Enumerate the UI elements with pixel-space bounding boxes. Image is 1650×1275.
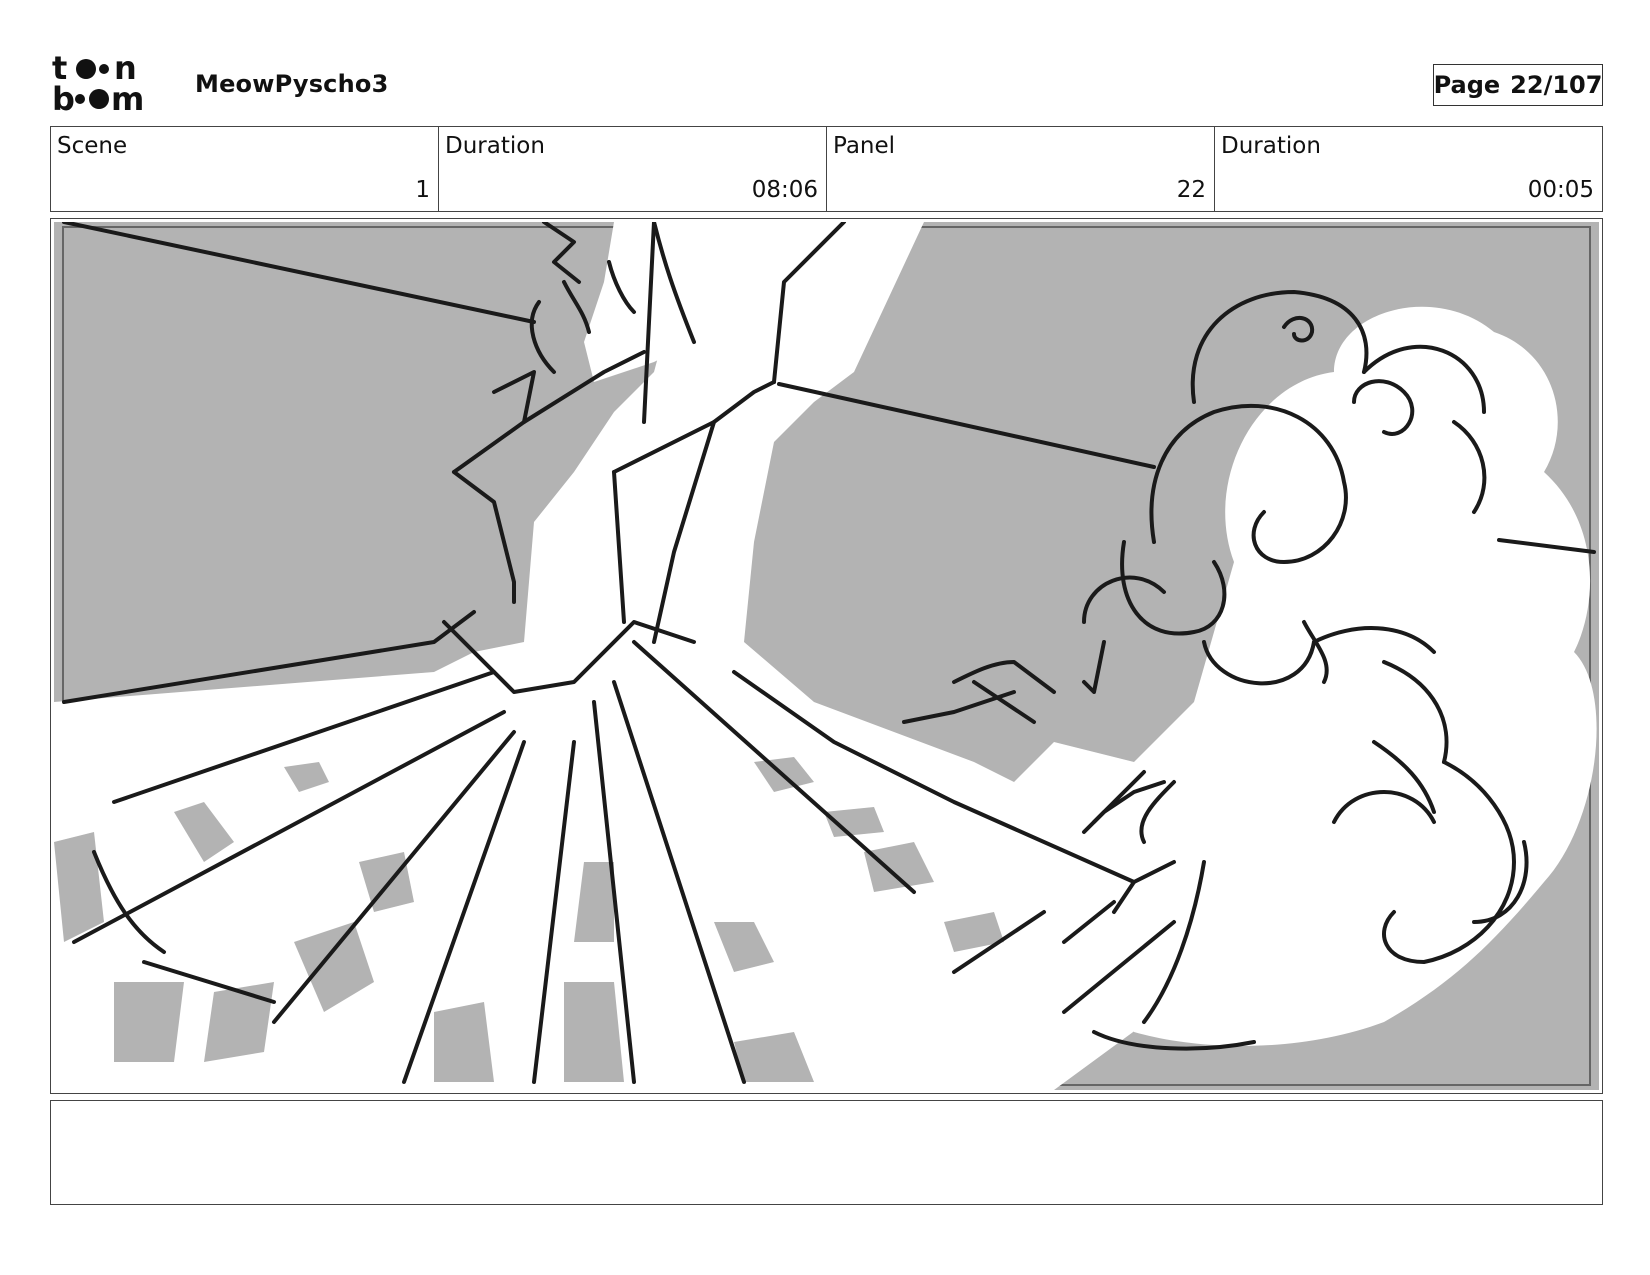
panel-duration-cell bbox=[1215, 127, 1602, 211]
storyboard-panel bbox=[50, 218, 1603, 1094]
panel-sketch bbox=[54, 222, 1599, 1090]
page-label: Page bbox=[1433, 71, 1501, 99]
svg-text:n: n bbox=[114, 52, 137, 87]
scene-cell bbox=[51, 127, 439, 211]
scene-label: Scene bbox=[57, 133, 128, 159]
panel-duration-label: Duration bbox=[1221, 133, 1321, 159]
panel-cell bbox=[827, 127, 1215, 211]
page-indicator bbox=[1433, 64, 1603, 106]
scene-duration-value: 08:06 bbox=[751, 177, 818, 203]
panel-duration-value: 00:05 bbox=[1527, 177, 1594, 203]
svg-text:m: m bbox=[111, 80, 145, 114]
project-title: MeowPyscho3 bbox=[195, 70, 389, 98]
scene-duration-label: Duration bbox=[445, 133, 545, 159]
svg-text:b: b bbox=[52, 80, 75, 114]
panel-notes bbox=[50, 1100, 1603, 1205]
panel-value: 22 bbox=[1176, 177, 1206, 203]
panel-info-table bbox=[50, 126, 1603, 212]
toonboom-logo bbox=[52, 52, 170, 114]
scene-duration-cell bbox=[439, 127, 827, 211]
page-number: 22/107 bbox=[1510, 71, 1603, 99]
svg-text:t: t bbox=[52, 52, 68, 87]
panel-label: Panel bbox=[833, 133, 896, 159]
scene-value: 1 bbox=[415, 177, 430, 203]
